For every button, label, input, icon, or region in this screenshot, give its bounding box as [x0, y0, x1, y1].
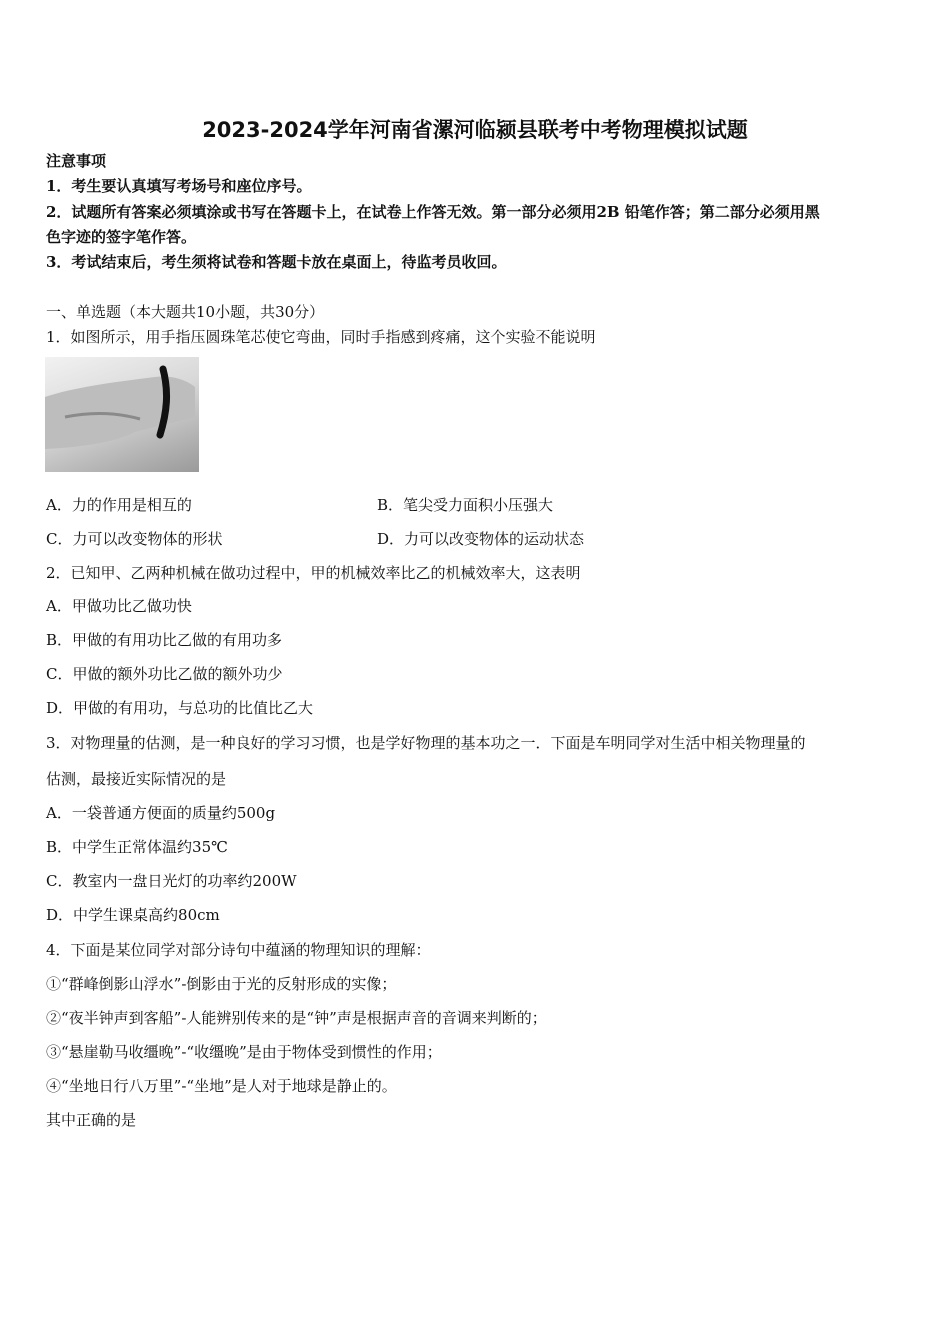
q2-stem: 2．已知甲、乙两种机械在做功过程中，甲的机械效率比乙的机械效率大，这表明 [46, 564, 581, 582]
q3-option-d: D．中学生课桌高约80cm [46, 906, 220, 924]
q1-option-d: D．力可以改变物体的运动状态 [377, 530, 585, 548]
q2-option-a: A．甲做功比乙做功快 [46, 597, 192, 615]
q1-option-b: B．笔尖受力面积小压强大 [377, 496, 554, 514]
q3-stem-line-2: 估测，最接近实际情况的是 [46, 770, 227, 788]
q2-option-d: D．甲做的有用功，与总功的比值比乙大 [46, 699, 314, 717]
q4-stem: 4．下面是某位同学对部分诗句中蕴涵的物理知识的理解： [46, 941, 431, 959]
q4-statement-4: ④“坐地日行八万里”-“坐地”是人对于地球是静止的。 [46, 1077, 397, 1095]
q4-statement-3: ③“悬崖勒马收缰晚”-“收缰晚”是由于物体受到惯性的作用； [46, 1043, 442, 1061]
q3-option-c: C．教室内一盘日光灯的功率约200W [46, 872, 297, 890]
q4-question-tail: 其中正确的是 [46, 1111, 137, 1129]
hand-shape [45, 376, 195, 449]
notice-item-2: 2．试题所有答案必须填涂或书写在答题卡上，在试卷上作答无效。第一部分必须用2B 铅笔作答；第二部分必须用黑 [46, 203, 820, 221]
section-heading: 一、单选题（本大题共10小题，共30分） [46, 303, 325, 321]
q3-option-a: A．一袋普通方便面的质量约500g [46, 804, 276, 822]
notice-item-2-cont: 色字迹的签字笔作答。 [46, 228, 197, 246]
q3-option-b: B．中学生正常体温约35℃ [46, 838, 228, 856]
q2-option-b: B．甲做的有用功比乙做的有用功多 [46, 631, 283, 649]
finger-pressing-pen-refill-figure [45, 357, 199, 472]
finger-pen-illustration [45, 357, 199, 472]
q1-stem: 1．如图所示，用手指压圆珠笔芯使它弯曲，同时手指感到疼痛，这个实验不能说明 [46, 328, 596, 346]
notice-item-1: 1．考生要认真填写考场号和座位序号。 [46, 177, 312, 195]
q4-statement-1: ①“群峰倒影山浮水”-倒影由于光的反射形成的实像； [46, 975, 397, 993]
q1-option-c: C．力可以改变物体的形状 [46, 530, 223, 548]
notice-item-3: 3．考试结束后，考生须将试卷和答题卡放在桌面上，待监考员收回。 [46, 253, 507, 271]
notice-heading: 注意事项 [46, 152, 107, 170]
page-title: 2023-2024学年河南省漯河临颍县联考中考物理模拟试题 [202, 118, 748, 142]
q4-statement-2: ②“夜半钟声到客船”-人能辨别传来的是“钟”声是根据声音的音调来判断的； [46, 1009, 547, 1027]
q1-option-a: A．力的作用是相互的 [46, 496, 192, 514]
q3-stem-line-1: 3．对物理量的估测，是一种良好的学习习惯，也是学好物理的基本功之一．下面是车明同学对生活中相关物理量的 [46, 734, 806, 752]
q2-option-c: C．甲做的额外功比乙做的额外功少 [46, 665, 283, 683]
